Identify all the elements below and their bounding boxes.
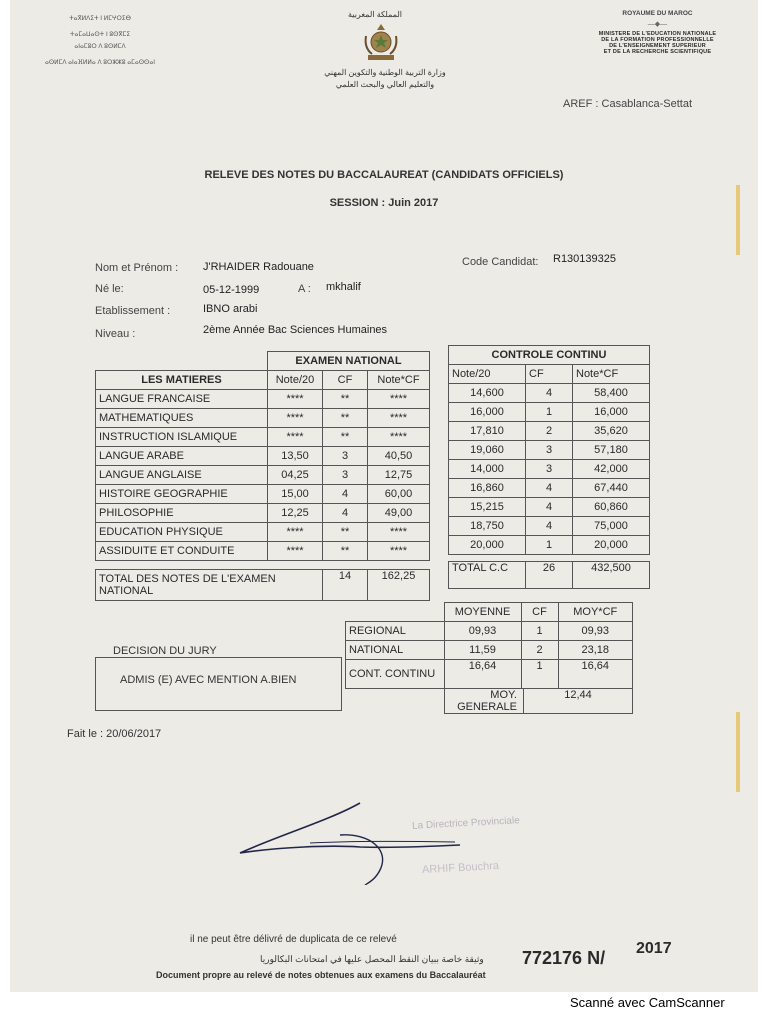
- summary-moycf: 23,18: [558, 641, 633, 660]
- school-label: Etablissement :: [95, 305, 171, 317]
- cf-cell: **: [323, 428, 368, 447]
- header-arabic-ministry-2: والتعليم العالي والبحث العلمي: [335, 80, 435, 89]
- subject-name: PHILOSOPHIE: [96, 504, 268, 523]
- exam-national-table: [95, 351, 430, 601]
- subject-name: LANGUE FRANCAISE: [96, 390, 268, 409]
- notecf-cell: 12,75: [368, 466, 430, 485]
- general-average-label: MOY. GENERALE: [445, 689, 525, 713]
- notecf-cell: 60,00: [368, 485, 430, 504]
- cc-notecf-cell: 16,000: [573, 403, 650, 422]
- cc-cf-cell: 4: [526, 498, 573, 517]
- note-cell: ****: [268, 523, 323, 542]
- cc-note-cell: 20,000: [449, 536, 526, 555]
- cc-note-cell: 16,000: [449, 403, 526, 422]
- exam-total-label: TOTAL DES NOTES DE L'EXAMEN NATIONAL: [96, 570, 323, 601]
- french-document-note: Document propre au relevé de notes obtenues aux examens du Baccalauréat: [156, 970, 486, 980]
- table-row: [96, 428, 430, 447]
- cf-cell: **: [323, 409, 368, 428]
- summary-cf: 1: [521, 622, 558, 641]
- issue-date: Fait le : 20/06/2017: [67, 728, 162, 740]
- table-row: [96, 542, 430, 561]
- note-cell: 04,25: [268, 466, 323, 485]
- cc-col-notecf-header: Note*CF: [573, 365, 650, 384]
- summary-row-label: CONT. CONTINU: [346, 660, 445, 689]
- candidate-code: R130139325: [553, 253, 617, 265]
- summary-row-label: REGIONAL: [346, 622, 445, 641]
- cc-note-cell: 15,215: [449, 498, 526, 517]
- exam-total-row: [96, 570, 430, 601]
- summary-table: [345, 602, 633, 714]
- summary-moyenne: 11,59: [444, 641, 521, 660]
- summary-moycf: 16,64: [558, 660, 633, 689]
- notecf-cell: 49,00: [368, 504, 430, 523]
- header-right-block: [565, 10, 750, 55]
- summary-col-cf: CF: [521, 603, 558, 622]
- cc-notecf-cell: 58,400: [573, 384, 650, 403]
- birth-label: Né le:: [95, 283, 124, 295]
- table-row: [346, 622, 633, 641]
- cf-cell: 4: [323, 504, 368, 523]
- summary-row-label: NATIONAL: [346, 641, 445, 660]
- table-row: [96, 523, 430, 542]
- controle-continu-table: [448, 345, 650, 589]
- cc-cf-cell: 3: [526, 460, 573, 479]
- birth-place: mkhalif: [326, 281, 361, 293]
- serial-number: 772176 N/: [522, 948, 606, 968]
- cc-notecf-cell: 20,000: [573, 536, 650, 555]
- table-row: [449, 441, 650, 460]
- name-label: Nom et Prénom :: [95, 262, 179, 274]
- cc-cf-cell: 3: [526, 441, 573, 460]
- cc-notecf-cell: 67,440: [573, 479, 650, 498]
- cc-col-note-header: Note/20: [449, 365, 526, 384]
- note-cell: ****: [268, 409, 323, 428]
- notecf-cell: ****: [368, 409, 430, 428]
- cc-cf-cell: 1: [526, 403, 573, 422]
- document-sheet: [10, 0, 758, 992]
- note-cell: ****: [268, 542, 323, 561]
- level-label: Niveau :: [95, 328, 136, 340]
- summary-general-row: [346, 689, 633, 714]
- summary-cf: 1: [521, 660, 558, 689]
- notecf-cell: ****: [368, 428, 430, 447]
- subject-name: HISTOIRE GEOGRAPHIE: [96, 485, 268, 504]
- cc-notecf-cell: 75,000: [573, 517, 650, 536]
- camscanner-watermark: Scanné avec CamScanner: [570, 995, 725, 1010]
- edge-tab: [736, 185, 740, 255]
- cc-notecf-cell: 57,180: [573, 441, 650, 460]
- session-label: SESSION : Juin 2017: [329, 197, 439, 209]
- level-value: 2ème Année Bac Sciences Humaines: [203, 324, 388, 336]
- aref-label: AREF : Casablanca-Settat: [563, 98, 693, 110]
- cf-cell: **: [323, 523, 368, 542]
- edge-tab: [736, 712, 740, 792]
- header-ministry-line: ET DE LA RECHERCHE SCIENTIFIQUE: [603, 49, 712, 55]
- header-arabic-title: المملكة المغربية: [348, 10, 402, 19]
- table-row: [449, 422, 650, 441]
- table-row: [449, 498, 650, 517]
- table-row: [96, 390, 430, 409]
- jury-decision-box: [95, 657, 342, 711]
- col-notecf-header: Note*CF: [368, 371, 430, 390]
- summary-moyenne: 16,64: [444, 660, 521, 689]
- col-note-header: Note/20: [268, 371, 323, 390]
- header-left-line: ⵜⴰⴳⵍⴷⵉⵜ ⵏ ⵍⵎⵖⵔⵉⴱ: [69, 16, 131, 22]
- exam-total-cf: 14: [323, 570, 368, 601]
- cc-note-cell: 19,060: [449, 441, 526, 460]
- notecf-cell: ****: [368, 542, 430, 561]
- cc-group-header: CONTROLE CONTINU: [449, 346, 650, 365]
- cc-cf-cell: 4: [526, 479, 573, 498]
- notecf-cell: ****: [368, 390, 430, 409]
- subject-name: EDUCATION PHYSIQUE: [96, 523, 268, 542]
- table-row: [346, 641, 633, 660]
- table-row: [96, 447, 430, 466]
- header-ministry-line: DE L'ENSEIGNEMENT SUPERIEUR: [609, 43, 706, 49]
- arabic-document-note: وثيقة خاصة ببيان النقط المحصل عليها في امتحانات البكالوريا: [260, 954, 484, 964]
- cc-notecf-cell: 60,860: [573, 498, 650, 517]
- birth-date: 05-12-1999: [203, 284, 260, 296]
- cc-cf-cell: 2: [526, 422, 573, 441]
- candidate-name: J'RHAIDER Radouane: [203, 261, 314, 273]
- cc-note-cell: 14,600: [449, 384, 526, 403]
- stamp-line-1: La Directrice Provinciale: [411, 815, 521, 832]
- header-star-icon: —◆—: [647, 21, 668, 28]
- cc-note-cell: 17,810: [449, 422, 526, 441]
- cc-notecf-cell: 35,620: [573, 422, 650, 441]
- note-cell: 15,00: [268, 485, 323, 504]
- duplicata-note: il ne peut être délivré de duplicata de ce relevé: [190, 934, 397, 945]
- header-left-line: ⵜⴰⵎⴰⵡⴰⵙⵜ ⵏ ⵓⵙⴳⵎⵉ: [69, 32, 131, 38]
- cc-note-cell: 14,000: [449, 460, 526, 479]
- cc-col-cf-header: CF: [526, 365, 573, 384]
- col-cf-header: CF: [323, 371, 368, 390]
- table-row: [449, 403, 650, 422]
- document-title: RELEVE DES NOTES DU BACCALAUREAT (CANDIDATS OFFICIELS): [204, 169, 564, 181]
- table-row: [96, 504, 430, 523]
- table-row: [96, 409, 430, 428]
- coat-of-arms-icon: [362, 22, 400, 64]
- header-ministry-line: MINISTERE DE L'EDUCATION NATIONALE: [598, 31, 717, 37]
- subject-name: INSTRUCTION ISLAMIQUE: [96, 428, 268, 447]
- jury-decision: ADMIS (E) AVEC MENTION A.BIEN: [120, 674, 297, 686]
- header-arabic-ministry-1: وزارة التربية الوطنية والتكوين المهني: [324, 68, 446, 77]
- subjects-header: LES MATIERES: [96, 371, 268, 390]
- cc-note-cell: 18,750: [449, 517, 526, 536]
- summary-col-moyenne: MOYENNE: [444, 603, 521, 622]
- cc-cf-cell: 4: [526, 517, 573, 536]
- table-row: [449, 460, 650, 479]
- summary-cf: 2: [521, 641, 558, 660]
- cf-cell: **: [323, 390, 368, 409]
- summary-col-moycf: MOY*CF: [558, 603, 633, 622]
- subject-name: ASSIDUITE ET CONDUITE: [96, 542, 268, 561]
- cf-cell: 4: [323, 485, 368, 504]
- cf-cell: 3: [323, 466, 368, 485]
- note-cell: ****: [268, 428, 323, 447]
- cc-notecf-cell: 42,000: [573, 460, 650, 479]
- header-left-line: ⴰⵏⴰⵎⵓⵔ ⴷ ⵓⵙⵍⵎⴷ: [74, 44, 126, 50]
- header-left-line: ⴰⵙⵍⵎⴷ ⴰⵏⴰⴼⵍⵍⴰ ⴷ ⵓⵔⵣⵣⵓ ⴰⵎⴰⵙⵙⴰⵏ: [44, 60, 156, 66]
- subject-name: LANGUE ARABE: [96, 447, 268, 466]
- signature-icon: [220, 795, 480, 885]
- birth-place-label: A :: [298, 283, 311, 295]
- cf-cell: **: [323, 542, 368, 561]
- cc-total-label: TOTAL C.C: [449, 562, 526, 589]
- notecf-cell: ****: [368, 523, 430, 542]
- exam-total-notecf: 162,25: [368, 570, 430, 601]
- note-cell: ****: [268, 390, 323, 409]
- cf-cell: 3: [323, 447, 368, 466]
- notecf-cell: 40,50: [368, 447, 430, 466]
- stamp-line-2: ARHIF Bouchra: [421, 859, 500, 877]
- note-cell: 13,50: [268, 447, 323, 466]
- school-name: IBNO arabi: [203, 303, 258, 315]
- table-row: [346, 660, 633, 689]
- subject-name: MATHEMATIQUES: [96, 409, 268, 428]
- note-cell: 12,25: [268, 504, 323, 523]
- table-row: [96, 485, 430, 504]
- jury-label: DECISION DU JURY: [113, 645, 217, 657]
- general-average-value: 12,44: [564, 689, 592, 701]
- exam-group-header: EXAMEN NATIONAL: [268, 352, 430, 371]
- header-ministry-line: DE LA FORMATION PROFESSIONNELLE: [601, 37, 714, 43]
- cc-total-cf: 26: [526, 562, 573, 589]
- cc-cf-cell: 1: [526, 536, 573, 555]
- table-row: [449, 384, 650, 403]
- document-year: 2017: [636, 940, 672, 957]
- table-row: [449, 536, 650, 555]
- code-label: Code Candidat:: [462, 256, 539, 268]
- cc-total-row: [449, 562, 650, 589]
- summary-moyenne: 09,93: [444, 622, 521, 641]
- table-row: [96, 466, 430, 485]
- cc-note-cell: 16,860: [449, 479, 526, 498]
- summary-moycf: 09,93: [558, 622, 633, 641]
- table-row: [449, 479, 650, 498]
- cc-cf-cell: 4: [526, 384, 573, 403]
- cc-total-notecf: 432,500: [573, 562, 650, 589]
- header-left-block: [35, 14, 165, 68]
- header-kingdom: ROYAUME DU MAROC: [622, 10, 693, 17]
- subject-name: LANGUE ANGLAISE: [96, 466, 268, 485]
- table-row: [449, 517, 650, 536]
